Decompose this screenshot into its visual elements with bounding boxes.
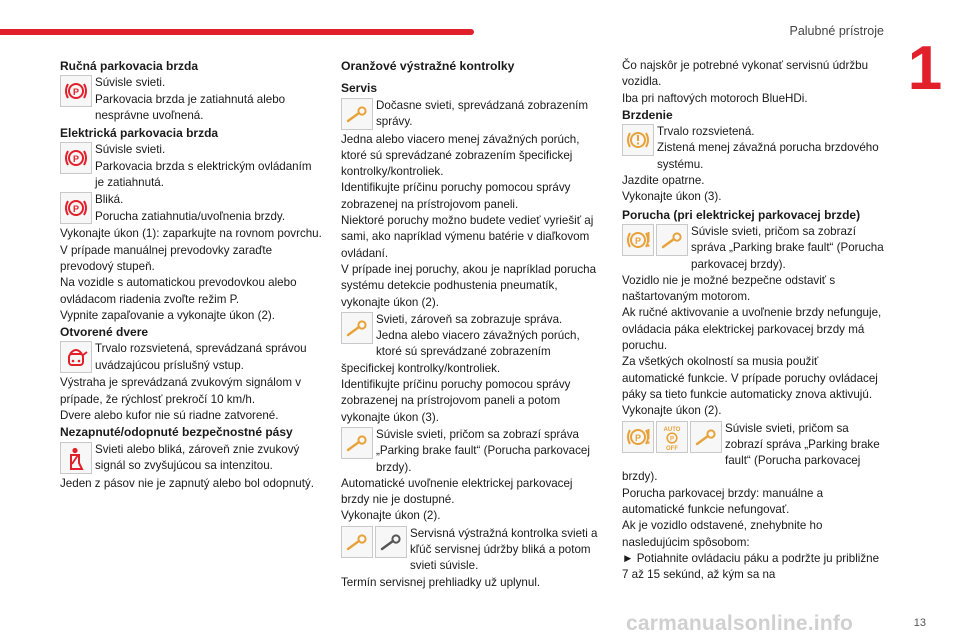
warning-item bbox=[60, 142, 322, 191]
svg-text:P: P bbox=[669, 435, 675, 442]
warning-description: Súvisle svieti. Parkovacia brzda je zatiahnutá alebo nesprávne uvoľnená. bbox=[95, 76, 286, 122]
svg-text:P: P bbox=[634, 432, 642, 443]
section-heading: Elektrická parkovacia brzda bbox=[60, 126, 219, 141]
section-heading: Nezapnuté/odopnuté bezpečnostné pásy bbox=[60, 425, 293, 440]
wrench-orange-icon bbox=[690, 421, 722, 453]
parking-brake-red-icon bbox=[60, 142, 92, 174]
page-number: 13 bbox=[913, 617, 926, 629]
warning-icons bbox=[341, 526, 407, 558]
warning-item bbox=[622, 421, 884, 584]
body-paragraph: Čo najskôr je potrebné vykonať servisnú údržbu vozidla. Iba pri naftových motoroch BlueHDi. bbox=[622, 59, 869, 105]
column-right bbox=[622, 58, 884, 585]
warning-item bbox=[341, 312, 603, 426]
svg-text:P: P bbox=[634, 235, 642, 246]
wrench-orange-icon bbox=[341, 312, 373, 344]
warning-item bbox=[60, 75, 322, 124]
parking-brake-red-icon bbox=[60, 192, 92, 224]
svg-text:OFF: OFF bbox=[666, 445, 678, 451]
body-paragraph: Výstraha je sprevádzaná zvukovým signálom v prípade, že rýchlosť prekročí 10 km/h. Dvere alebo kufor nie sú riadne zatvorené. bbox=[60, 376, 302, 423]
warning-description: Súvisle svieti, pričom sa zobrazí správa „Parking brake fault“ (Porucha parkovacej brzdy). Vozidlo nie je možné bezpečne odstaviť s naštartovaným motorom. Ak ručné aktivovanie a uvoľnenie brzdy nefunguje, ovládacia páka elektrickej parkovacej brzdy má poruchu. Za všetkých okolností sa musia použiť automatické funkcie. V prípade poruchy ovládacej páky sa tieto funkcie automaticky znova aktivujú. Vykonajte úkon (2). bbox=[622, 224, 884, 418]
wrench-orange-icon bbox=[341, 526, 373, 558]
column-middle bbox=[341, 58, 603, 592]
warning-description: Servisná výstražná kontrolka svieti a kľúč servisnej údržby bliká a potom svieti súvisle. Termín servisnej prehliadky už uplynul. bbox=[341, 526, 598, 589]
parking-fault-orange-icon bbox=[622, 224, 654, 256]
warning-description: Svieti, zároveň sa zobrazuje správa. Jedna alebo viacero závažných porúch, ktoré sú sprevádzané zobrazením špecifickej kontrolky/kontroliek. Identifikujte príčinu poruchy pomocou správy zobrazenej na prístrojovom paneli a potom vykonajte úkon (3). bbox=[341, 312, 580, 424]
warning-icons bbox=[622, 224, 688, 256]
warning-item bbox=[622, 124, 884, 205]
section-heading: Brzdenie bbox=[622, 107, 673, 122]
warning-description: Súvisle svieti, pričom sa zobrazí správa „Parking brake fault“ (Porucha parkovacej brzdy). Porucha parkovacej brzdy: manuálne a automatické funkcie nefungovať. Ak je vozidlo odstavené, znehybnite ho nasledujúcim spôsobom: ► Potiahnite ovládaciu páku a podržte ju približne 7 až 15 sekúnd, až kým sa na bbox=[622, 421, 880, 582]
section-heading: Oranžové výstražné kontrolky bbox=[341, 59, 515, 73]
warning-icons bbox=[622, 421, 722, 453]
warning-icons bbox=[341, 427, 373, 459]
seatbelt-red-icon bbox=[60, 442, 92, 474]
svg-text:P: P bbox=[72, 154, 80, 165]
wrench-orange-icon bbox=[656, 224, 688, 256]
warning-item bbox=[341, 427, 603, 525]
warning-item bbox=[622, 224, 884, 420]
warning-description: Bliká. Porucha zatiahnutia/uvoľnenia brzdy. bbox=[95, 193, 286, 223]
chapter-number: 1 bbox=[907, 34, 943, 103]
warning-icons bbox=[60, 341, 92, 373]
body-paragraph: Vykonajte úkon (1): zaparkujte na rovnom povrchu. V prípade manuálnej prevodovky zaraďte prevodový stupeň. Na vozidle s automatickou prevodovkou alebo ovládacom riadenia zvoľte režim P. Vypnite zapaľovanie a vykonajte úkon (2). bbox=[60, 227, 322, 322]
warning-description: Trvalo rozsvietená. Zistená menej závažná porucha brzdového systému. Jazdite opatrne. Vykonajte úkon (3). bbox=[622, 125, 879, 204]
parking-fault-orange-icon bbox=[622, 421, 654, 453]
warning-item bbox=[60, 192, 322, 225]
warning-icons bbox=[60, 142, 92, 174]
warning-icons bbox=[60, 75, 92, 107]
warning-item bbox=[341, 526, 603, 591]
warning-icons bbox=[341, 312, 373, 344]
warning-description: Dočasne svieti, sprevádzaná zobrazením správy. bbox=[376, 98, 589, 128]
warning-description: Súvisle svieti, pričom sa zobrazí správa „Parking brake fault“ (Porucha parkovacej brzdy). Automatické uvoľnenie elektrickej parkovacej brzdy nie je dostupné. Vykonajte úkon (2). bbox=[341, 427, 590, 523]
warning-description: Trvalo rozsvietená, sprevádzaná správou uvádzajúcou príslušný vstup. bbox=[95, 342, 307, 372]
body-paragraph: Jeden z pásov nie je zapnutý alebo bol odopnutý. bbox=[60, 476, 314, 490]
section-heading: Ručná parkovacia brzda bbox=[60, 59, 199, 73]
column-left bbox=[60, 58, 322, 492]
warning-icons bbox=[622, 124, 654, 156]
watermark-text: carmanualsonline.info bbox=[626, 612, 854, 635]
warning-item bbox=[60, 341, 322, 374]
page-section-title: Palubné prístroje bbox=[789, 24, 884, 38]
door-open-red-icon bbox=[60, 341, 92, 373]
svg-text:AUTO: AUTO bbox=[663, 426, 681, 433]
auto-off-orange-icon bbox=[656, 421, 688, 453]
body-paragraph: Jedna alebo viacero menej závažných porúch, ktoré sú sprevádzané zobrazením špecifickej kontrolky/kontroliek. Identifikujte príčinu poruchy pomocou správy zobrazenej na prístrojovom paneli. Niektoré poruchy možno budete vedieť vyriešiť aj sami, ako napríklad výmenu batérie v diaľkovom ovládaní. V prípade inej poruchy, akou je napríklad porucha systému detekcie podhustenia pneumatík, vykonajte úkon (2). bbox=[341, 132, 597, 309]
parking-brake-red-icon bbox=[60, 75, 92, 107]
warning-description: Súvisle svieti. Parkovacia brzda s elektrickým ovládaním je zatiahnutá. bbox=[95, 143, 312, 190]
brake-orange-icon bbox=[622, 124, 654, 156]
wrench-grey-icon bbox=[375, 526, 407, 558]
warning-item bbox=[341, 98, 603, 131]
warning-icons bbox=[341, 98, 373, 130]
warning-item bbox=[60, 442, 322, 475]
wrench-orange-icon bbox=[341, 427, 373, 459]
wrench-orange-icon bbox=[341, 98, 373, 130]
svg-text:P: P bbox=[72, 87, 80, 98]
section-heading: Servis bbox=[341, 81, 378, 96]
section-heading: Otvorené dvere bbox=[60, 325, 149, 340]
svg-text:P: P bbox=[72, 204, 80, 215]
section-heading: Porucha (pri elektrickej parkovacej brzde) bbox=[622, 207, 861, 222]
warning-description: Svieti alebo bliká, zároveň znie zvukový signál so zvyšujúcou sa intenzitou. bbox=[95, 442, 300, 472]
header-red-bar bbox=[0, 29, 474, 35]
warning-icons bbox=[60, 192, 92, 224]
warning-icons bbox=[60, 442, 92, 474]
